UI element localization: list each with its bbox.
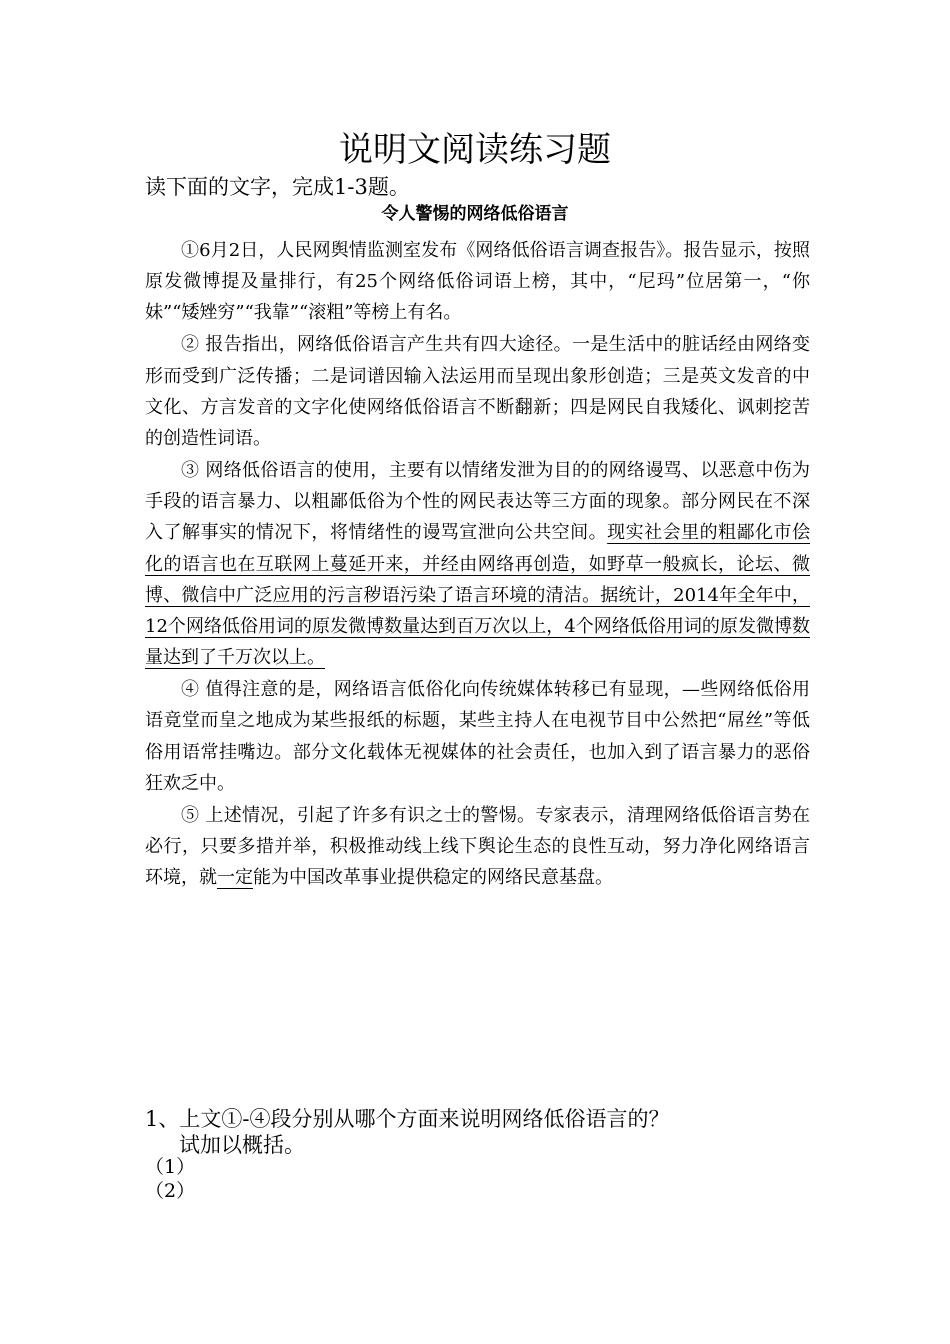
paragraph-3-underlined-text: 现实社会里的粗鄙化市侩化的语言也在互联网上蔓延开来，并经由网络再创造，如野草一般疯长，论坛、微博、微信中广泛应用的污言秽语污染了语言环境的清洁。据统计，2014年全年中，12个网络低俗用词的原发微博数量达到百万次以上，4个网络低俗用词的原发微博数量达到了千万次以上。 <box>145 522 810 669</box>
paragraph-5-text-a: ⑤ 上述情况，引起了许多有识之士的警惕。专家表示，清理网络低俗语言势在必行，只要多措并举，积极推动线上线下舆论生态的良性互动，努力净化网络语言环境，就 <box>145 804 810 889</box>
paragraph-2: ② 报告指出，网络低俗语言产生共有四大途径。一是生活中的脏话经由网络变形而受到广泛传播；二是词谱因输入法运用而呈现出象形创造；三是英文发音的中文化、方言发音的文字化使网络低俗语言不断翻新；四是网民自我矮化、讽刺挖苦的创造性词语。 <box>145 334 810 450</box>
page-title: 说明文阅读练习题 <box>339 130 611 170</box>
question-1 <box>145 1106 845 1158</box>
instruction-text: 读下面的文字，完成1-3题。 <box>145 175 410 199</box>
question-1-prompt-continued: 试加以概括。 <box>179 1133 305 1157</box>
paragraph-5-underlined-text: 一定 <box>217 867 253 889</box>
question-1-answers <box>145 1155 195 1203</box>
article-body <box>145 235 810 894</box>
article-title: 令人警惕的网络低俗语言 <box>381 204 569 224</box>
paragraph-3-text: ③ 网络低俗语言的使用，主要有以情绪发泄为目的的网络谩骂、以恶意中伤为手段的语言暴力、以粗鄙低俗为个性的网民表达等三方面的现象。部分网民在不深入了解事实的情况下，将情绪性的谩骂宣泄向公共空间。 <box>145 460 810 544</box>
answer-slot-2[interactable]: （2） <box>145 1180 196 1202</box>
paragraph-3 <box>145 455 810 673</box>
paragraph-4: ④ 值得注意的是，网络语言低俗化向传统媒体转移已有显现，—些网络低俗用语竟堂而皇之地成为某些报纸的标题，某些主持人在电视节目中公然把“屌丝”等低俗用语常挂嘴边。部分文化载体无视媒体的社会责任，也加入到了语言暴力的恶俗狂欢乏中。 <box>145 679 810 794</box>
paragraph-5-text-b: 能为中国改革事业提供稳定的网络民意基盘。 <box>253 867 613 889</box>
paragraph-1: ①6月2日，人民网舆情监测室发布《网络低俗语言调查报告》。报告显示，按照原发微博提及量排行，有25个网络低俗词语上榜，其中，“尼玛”位居第一，“你妹”“矮矬穷”“我靠”“滚粗”等榜上有名。 <box>145 240 810 324</box>
question-1-prompt: 1、上文①-④段分别从哪个方面来说明网络低俗语言的？ <box>145 1107 670 1131</box>
paragraph-5 <box>145 800 810 894</box>
answer-slot-1[interactable]: （1） <box>145 1156 196 1178</box>
